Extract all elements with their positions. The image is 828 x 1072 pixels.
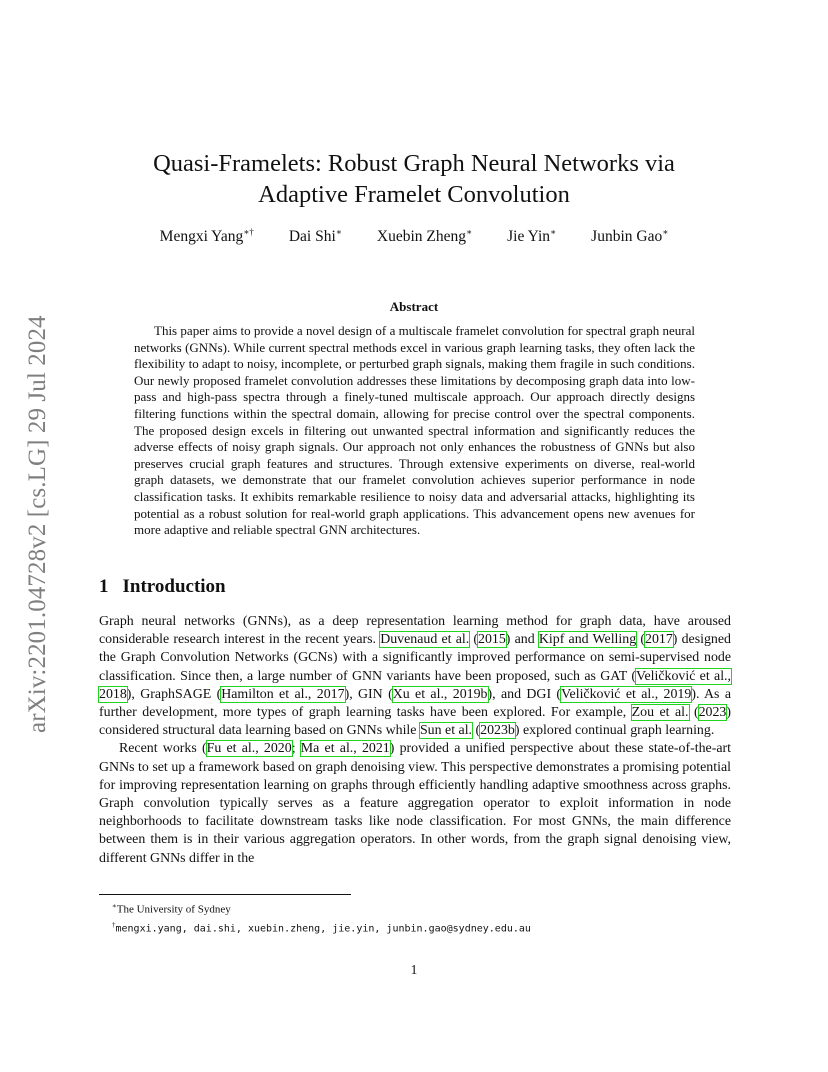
section-number: 1 — [99, 576, 109, 597]
page-number: 1 — [410, 962, 418, 977]
citation-link[interactable]: Ma et al., 2021 — [300, 741, 390, 757]
citation-link[interactable]: 2015 — [478, 632, 506, 648]
citation-link[interactable]: Duvenaud et al. — [380, 632, 470, 648]
abstract-heading: Abstract — [389, 299, 439, 314]
citation-link[interactable]: Veličković et al., 2018 — [99, 668, 732, 702]
section-title: Introduction — [122, 576, 226, 597]
author: Jie Yin∗ — [507, 227, 557, 246]
arxiv-identifier-stamp: arXiv:2201.04728v2 [cs.LG] 29 Jul 2024 — [24, 315, 51, 734]
citation-link[interactable]: Hamilton et al., 2017 — [221, 686, 345, 702]
introduction-body — [99, 613, 731, 868]
citation-link[interactable]: Zou et al. — [631, 705, 689, 721]
paper-title — [100, 148, 728, 210]
citation-link[interactable]: Xu et al., 2019b — [392, 686, 488, 702]
citation-link[interactable]: 2023b — [480, 723, 515, 739]
citation-link[interactable]: Sun et al. — [419, 723, 473, 739]
author: Xuebin Zheng∗ — [376, 227, 473, 246]
author: Mengxi Yang∗† — [159, 227, 254, 246]
citation-link[interactable]: Kipf and Welling — [538, 632, 637, 648]
citation-link[interactable]: 2017 — [645, 632, 673, 648]
author-list — [130, 227, 698, 246]
paragraph: Recent works (Fu et al., 2020; Ma et al., 2021) provided a unified perspective about these state-of-the-art GNNs to set up a framework based on graph denoising view. This perspective demonstrates a promising potential for improving representation learning on graphs through efficiently handling adaptive smoothness across graphs. Graph convolution typically serves as a feature aggregation operator to exploit information in node neighborhoods to facilitate downstream tasks like node classification. For most GNNs, the main difference between them is in their various aggregation operators. In other words, from the graph signal denoising view, different GNNs differ in the — [99, 741, 731, 866]
citation-link[interactable]: Fu et al., 2020 — [206, 741, 292, 757]
paragraph: Graph neural networks (GNNs), as a deep representation learning method for graph data, have aroused considerable research interest in the recent years. Duvenaud et al. (2015) and Kipf and Welling (2017) designed the Graph Convolution Networks (GCNs) with a significantly improved performance on semi-supervised node classification. Since then, a large number of GNN variants have been proposed, such as GAT (Veličković et al., 2018), GraphSAGE (Hamilton et al., 2017), GIN (Xu et al., 2019b), and DGI (Veličković et al., 2019). As a further development, more types of graph learning tasks have been explored. For example, Zou et al. (2023) considered structural data learning based on GNNs while Sun et al. (2023b) explored continual graph learning. — [99, 614, 732, 739]
footnote-affiliation: ∗The University of Sydney — [112, 902, 231, 916]
footnotes — [112, 899, 531, 936]
citation-link[interactable]: Veličković et al., 2019 — [561, 686, 692, 702]
author: Junbin Gao∗ — [591, 227, 669, 246]
footnote-divider — [99, 894, 351, 895]
footnote-emails: †mengxi.yang, dai.shi, xuebin.zheng, jie.yin, junbin.gao@sydney.edu.au — [112, 920, 531, 935]
title-line-2: Adaptive Framelet Convolution — [258, 181, 570, 208]
abstract-text: This paper aims to provide a novel design of a multiscale framelet convolution for spectral graph neural networks (GNNs). While current spectral methods excel in various graph learning tasks, they often lack the flexibility to adapt to noisy, incomplete, or perturbed graph signals, making them fragile in such conditions. Our newly proposed framelet convolution addresses these limitations by decomposing graph data into low-pass and high-pass spectra through a finely-tuned multiscale approach. Our approach directly designs filtering functions within the spectral domain, allowing for precise control over the spectral components. The proposed design excels in filtering out unwanted spectral information and significantly reduces the adverse effects of noisy graph signals. Our approach not only enhances the robustness of GNNs but also preserves crucial graph features and structures. Through extensive experiments on diverse, real-world graph datasets, we demonstrate that our framelet convolution achieves superior performance in node classification tasks. It exhibits remarkable resilience to noisy data and adversarial attacks, highlighting its potential as a robust solution for real-world graph applications. This advancement opens new avenues for more adaptive and reliable spectral GNN architectures. — [134, 323, 695, 538]
citation-link[interactable]: 2023 — [698, 705, 727, 721]
section-heading — [99, 576, 226, 598]
author: Dai Shi∗ — [288, 227, 342, 246]
title-line-1: Quasi-Framelets: Robust Graph Neural Networks via — [153, 150, 675, 177]
